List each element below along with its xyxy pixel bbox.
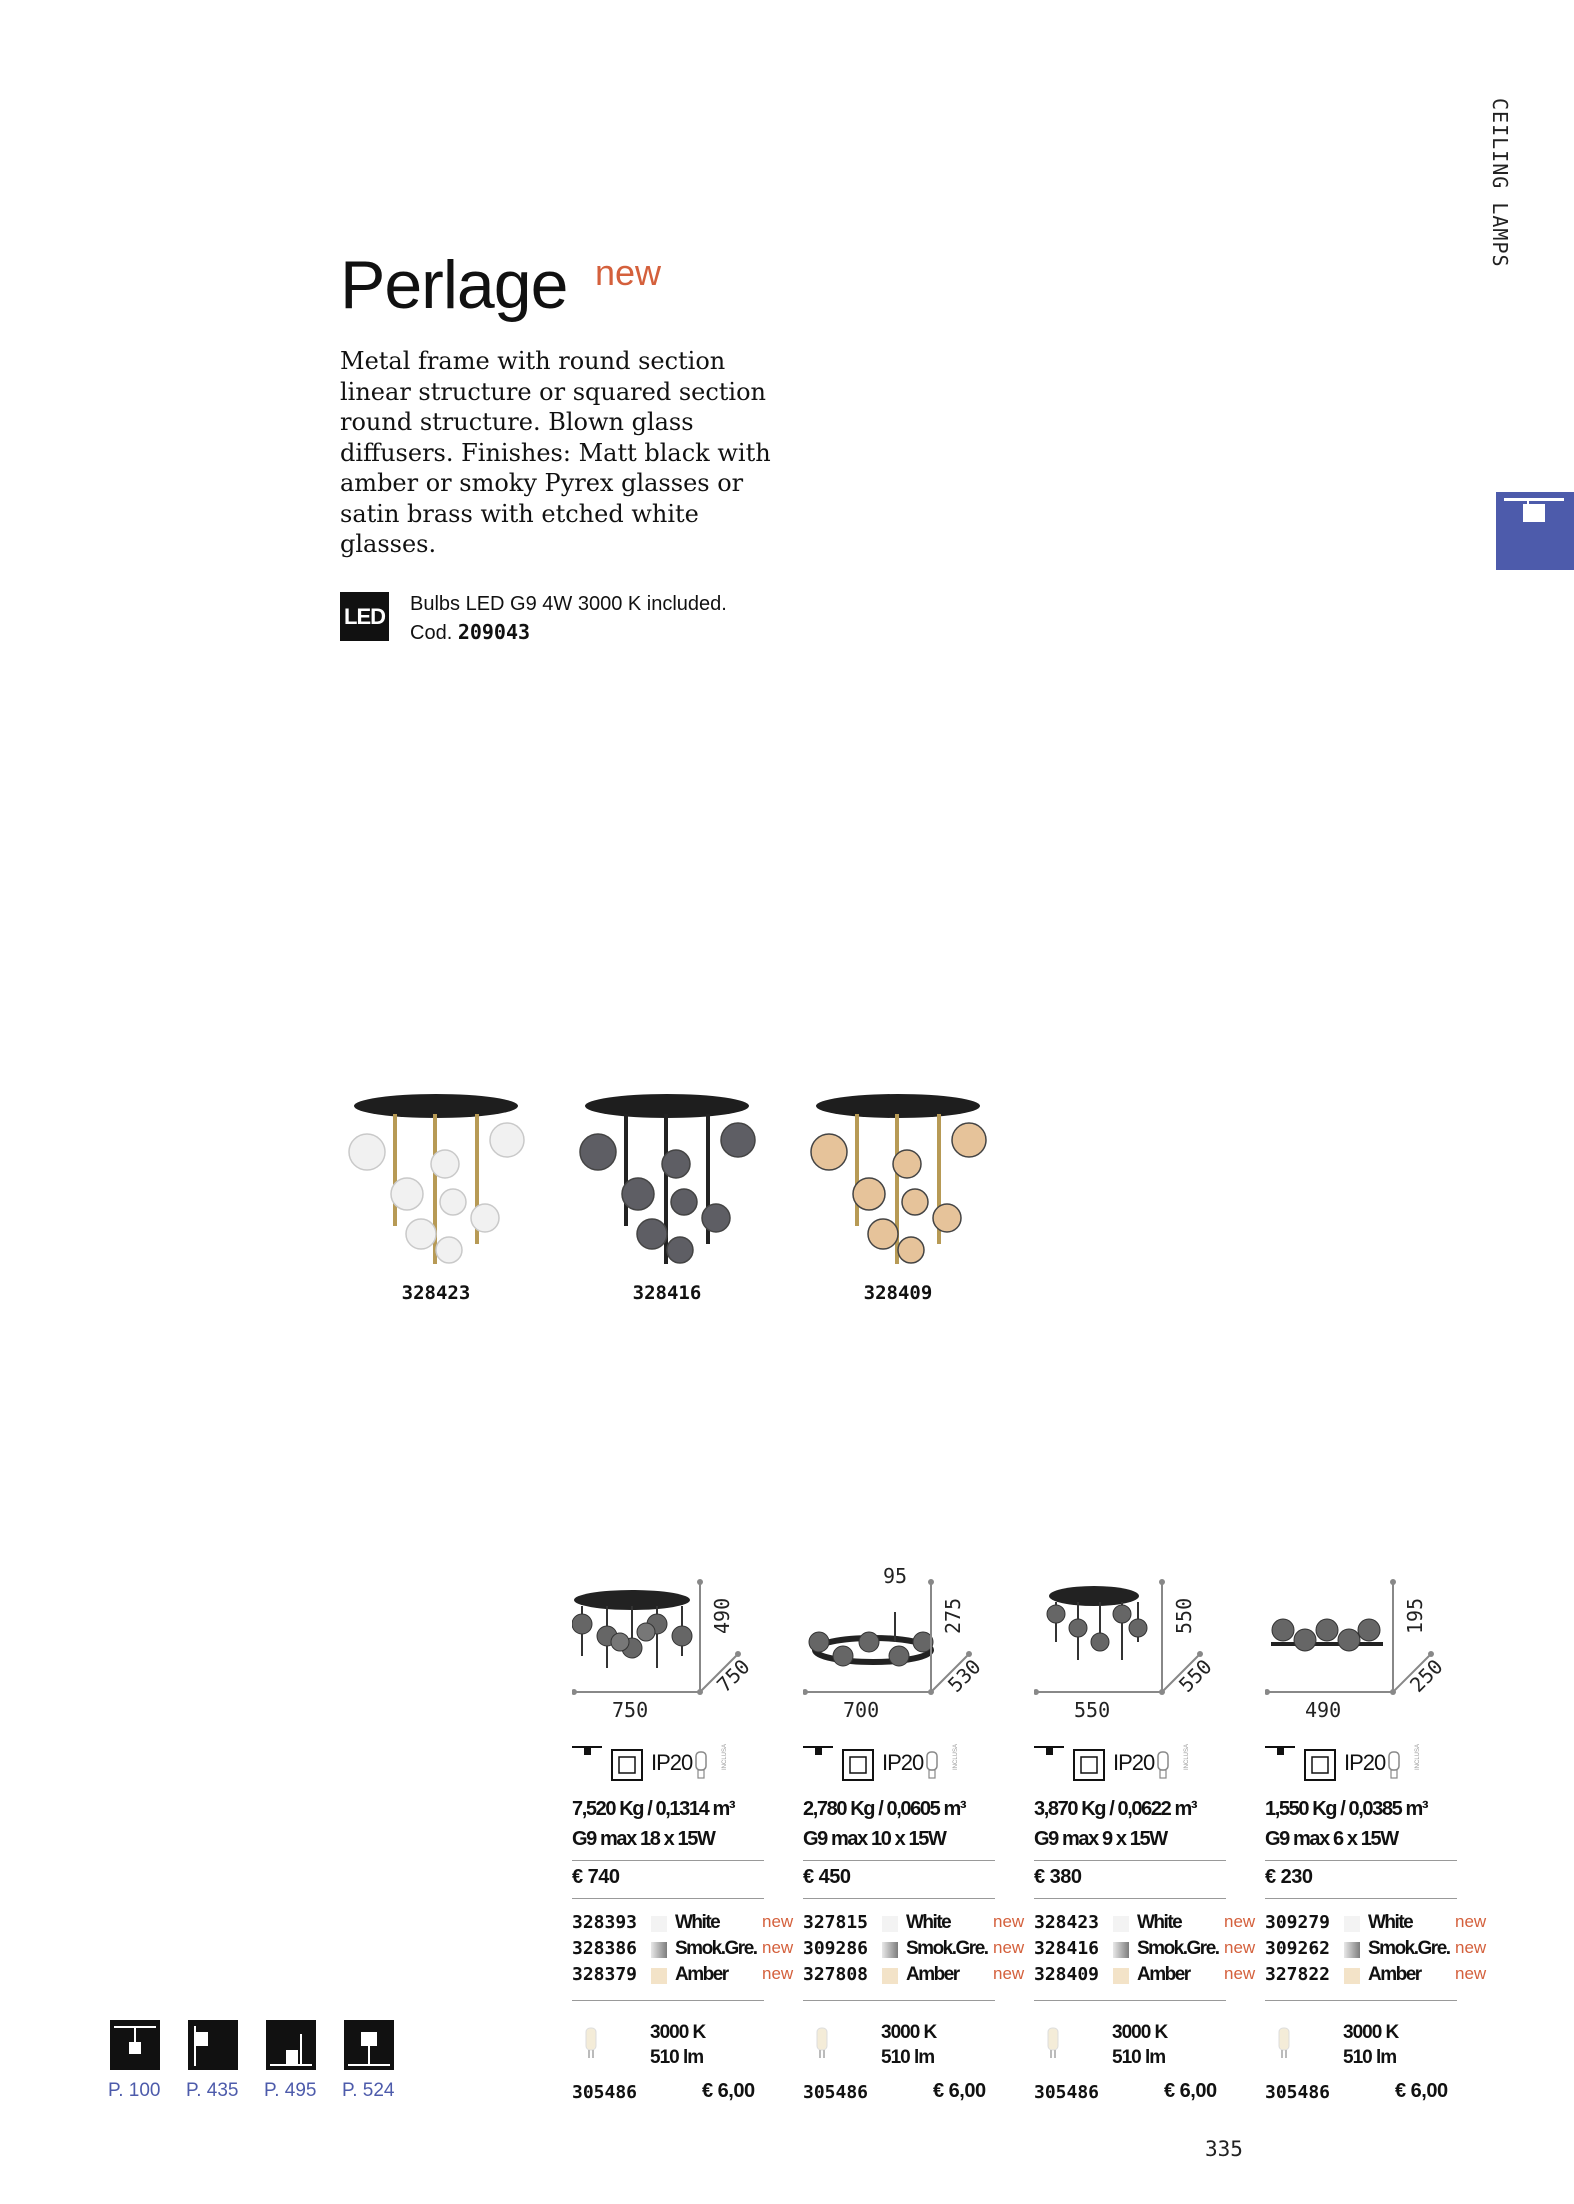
dim-extra: 95: [883, 1564, 908, 1588]
bulb-price: € 6,00: [1164, 2080, 1217, 2102]
variant-row[interactable]: [803, 1938, 1035, 1962]
variant-finish: Amber: [906, 1964, 959, 1985]
variant-code: 327815: [803, 1912, 869, 1933]
variant-row[interactable]: [572, 1912, 804, 1936]
nav-icon-1[interactable]: [188, 2020, 238, 2075]
dim-height: 490: [710, 1597, 734, 1634]
bulb-lumen: 510 lm: [650, 2047, 704, 2068]
bulb-temperature: 3000 K: [881, 2022, 937, 2043]
product-price: € 450: [803, 1866, 851, 1888]
bulb-temperature: 3000 K: [650, 2022, 706, 2043]
new-badge: new: [595, 252, 662, 293]
nav-icon-0[interactable]: [110, 2020, 160, 2075]
bulb-price: € 6,00: [933, 2080, 986, 2102]
dim-depth: 750: [712, 1654, 755, 1697]
variant-row[interactable]: [1034, 1912, 1266, 1936]
variant-new-badge: new: [1455, 1938, 1487, 1957]
dim-width: 750: [612, 1698, 649, 1722]
bulb-temperature: 3000 K: [1112, 2022, 1168, 2043]
variant-new-badge: new: [993, 1938, 1025, 1957]
variant-code: 327808: [803, 1964, 869, 1985]
bulb-included-label: INCLUSA: [722, 1743, 728, 1770]
perlage-lamp-icon: [572, 1092, 762, 1272]
bulb-price: € 6,00: [1395, 2080, 1448, 2102]
bulb-details: [881, 2020, 936, 2070]
dim-width: 700: [843, 1698, 880, 1722]
variant-row[interactable]: [1034, 1964, 1266, 1988]
finish-swatch-icon: [1344, 1916, 1360, 1932]
bulb-note-text: Bulbs LED G9 4W 3000 K included.: [410, 593, 727, 615]
finish-swatch-icon: [1113, 1916, 1129, 1932]
variant-code: 328409: [1034, 1964, 1100, 1985]
variant-finish: Smok.Gre.: [906, 1938, 988, 1959]
bulb-temperature: 3000 K: [1343, 2022, 1399, 2043]
variant-new-badge: new: [1455, 1964, 1487, 1983]
wall-lamp-icon: [188, 2020, 238, 2070]
variant-finish: White: [1368, 1912, 1413, 1933]
variant-new-badge: new: [993, 1964, 1025, 1983]
divider: [1034, 1898, 1226, 1899]
variant-code: 327822: [1265, 1964, 1331, 1985]
g9-bulb-icon: [1275, 2026, 1295, 2060]
section-label-text: CEILING LAMPS: [1488, 98, 1512, 268]
product-price: € 230: [1265, 1866, 1313, 1888]
bulb-lumen: 510 lm: [1343, 2047, 1397, 2068]
variant-new-badge: new: [762, 1964, 794, 1983]
divider: [572, 1898, 764, 1899]
finish-swatch-icon: [882, 1942, 898, 1958]
g9-bulb-icon: [813, 2026, 833, 2060]
product-photo[interactable]: [572, 1092, 762, 1272]
perlage-lamp-icon: [803, 1092, 993, 1272]
g9-bulb-icon: [1044, 2026, 1064, 2060]
bulb-spec: G9 max 6 x 15W: [1265, 1828, 1398, 1850]
dim-width: 490: [1305, 1698, 1342, 1722]
dim-height: 275: [941, 1597, 965, 1634]
g9-bulb-icon: [582, 2026, 602, 2060]
finish-swatch-icon: [882, 1968, 898, 1984]
bulb-code: 305486: [572, 2082, 638, 2103]
bulb-included-label: INCLUSA: [953, 1743, 959, 1770]
variant-new-badge: new: [993, 1912, 1025, 1931]
variant-code: 328379: [572, 1964, 638, 1985]
variant-finish: White: [1137, 1912, 1182, 1933]
ceiling-lamp-icon: [1496, 492, 1574, 570]
variant-finish: White: [906, 1912, 951, 1933]
ip-rating: IP20: [882, 1750, 924, 1775]
dim-depth: 250: [1405, 1654, 1448, 1697]
variant-code: 328423: [1034, 1912, 1100, 1933]
photo-code: 328423: [401, 1282, 471, 1304]
variant-new-badge: new: [762, 1912, 794, 1931]
finish-swatch-icon: [882, 1916, 898, 1932]
dimension-drawing: [1265, 1570, 1465, 1710]
lamp-drawing: [572, 1590, 692, 1668]
divider: [1265, 2000, 1457, 2001]
finish-swatch-icon: [1344, 1968, 1360, 1984]
dim-width: 550: [1074, 1698, 1111, 1722]
weight-volume: 2,780 Kg / 0,0605 m³: [803, 1798, 966, 1820]
finish-swatch-icon: [1113, 1968, 1129, 1984]
variant-finish: White: [675, 1912, 720, 1933]
dim-depth: 550: [1174, 1654, 1217, 1697]
variant-new-badge: new: [1455, 1912, 1487, 1931]
bulb-spec: G9 max 18 x 15W: [572, 1828, 715, 1850]
variant-new-badge: new: [1224, 1964, 1256, 1983]
dim-height: 195: [1403, 1597, 1427, 1634]
bulb-details: [1112, 2020, 1167, 2070]
lamp-drawing: [1271, 1619, 1383, 1651]
bulb-note: [410, 590, 727, 647]
finish-swatch-icon: [651, 1916, 667, 1932]
section-tab[interactable]: [1496, 492, 1574, 570]
divider: [1034, 2000, 1226, 2001]
floor-lamp-icon: [266, 2020, 316, 2070]
ip-rating: IP20: [1113, 1750, 1155, 1775]
weight-volume: 7,520 Kg / 0,1314 m³: [572, 1798, 735, 1820]
bulb-included-label: INCLUSA: [1415, 1743, 1421, 1770]
section-side-label: [1490, 98, 1530, 398]
variant-finish: Smok.Gre.: [1137, 1938, 1219, 1959]
ip-rating: IP20: [651, 1750, 693, 1775]
product-photo[interactable]: [341, 1092, 531, 1272]
variant-code: 328393: [572, 1912, 638, 1933]
finish-swatch-icon: [1344, 1942, 1360, 1958]
perlage-lamp-icon: [341, 1092, 531, 1272]
bulb-cod: [410, 618, 727, 647]
variant-code: 309279: [1265, 1912, 1331, 1933]
bulb-spec: G9 max 10 x 15W: [803, 1828, 946, 1850]
divider: [572, 2000, 764, 2001]
variant-code: 309262: [1265, 1938, 1331, 1959]
bulb-code: 305486: [1265, 2082, 1331, 2103]
bulb-included-label: INCLUSA: [1184, 1743, 1190, 1770]
divider: [803, 1898, 995, 1899]
lamp-drawing: [1047, 1586, 1147, 1660]
variant-row[interactable]: [572, 1938, 804, 1962]
table-lamp-icon: [344, 2020, 394, 2070]
product-description: Metal frame with round section linear structure or squared section round structure. Blown glass diffusers. Finishes: Matt black with amber or smoky Pyrex glasses or satin brass with etched white glasses.: [340, 347, 771, 558]
variant-new-badge: new: [762, 1938, 794, 1957]
variant-row[interactable]: [803, 1964, 1035, 1988]
variant-finish: Amber: [1137, 1964, 1190, 1985]
product-price: € 380: [1034, 1866, 1082, 1888]
nav-ref-1[interactable]: P. 435: [186, 2080, 239, 2101]
bulb-code: 305486: [803, 2082, 869, 2103]
variant-finish: Amber: [675, 1964, 728, 1985]
lamp-drawing: [809, 1612, 933, 1666]
variant-row[interactable]: [1265, 1938, 1497, 1962]
product-photo[interactable]: [803, 1092, 993, 1272]
bulb-price: € 6,00: [702, 2080, 755, 2102]
ip-rating: IP20: [1344, 1750, 1386, 1775]
nav-ref-0[interactable]: P. 100: [108, 2080, 161, 2101]
finish-swatch-icon: [1113, 1942, 1129, 1958]
pendant-icon: [110, 2020, 160, 2070]
finish-swatch-icon: [651, 1942, 667, 1958]
variant-new-badge: new: [1224, 1938, 1256, 1957]
variant-new-badge: new: [1224, 1912, 1256, 1931]
divider: [1034, 1860, 1226, 1861]
divider: [572, 1860, 764, 1861]
bulb-lumen: 510 lm: [881, 2047, 935, 2068]
product-price: € 740: [572, 1866, 620, 1888]
dim-height: 550: [1172, 1597, 1196, 1634]
variant-code: 328386: [572, 1938, 638, 1959]
weight-volume: 3,870 Kg / 0,0622 m³: [1034, 1798, 1197, 1820]
divider: [803, 2000, 995, 2001]
product-title: Perlage: [340, 247, 568, 323]
divider: [803, 1860, 995, 1861]
divider: [1265, 1860, 1457, 1861]
bulb-details: [1343, 2020, 1398, 2070]
variant-row[interactable]: [572, 1964, 804, 1988]
nav-ref-2[interactable]: P. 495: [264, 2080, 317, 2101]
dimension-drawing: [1034, 1570, 1234, 1710]
variant-row[interactable]: [1265, 1964, 1497, 1988]
divider: [1265, 1898, 1457, 1899]
variant-code: 309286: [803, 1938, 869, 1959]
led-badge: LED: [340, 592, 389, 641]
bulb-details: [650, 2020, 705, 2070]
dimension-drawing: [803, 1570, 1003, 1710]
variant-code: 328416: [1034, 1938, 1100, 1959]
bulb-lumen: 510 lm: [1112, 2047, 1166, 2068]
product-spec-column: [1265, 1570, 1497, 2110]
photo-code: 328416: [632, 1282, 702, 1304]
variant-finish: Smok.Gre.: [1368, 1938, 1450, 1959]
product-spec-column: [803, 1564, 1035, 2110]
finish-swatch-icon: [651, 1968, 667, 1984]
page-number: 335: [1205, 2137, 1243, 2161]
variant-finish: Smok.Gre.: [675, 1938, 757, 1959]
weight-volume: 1,550 Kg / 0,0385 m³: [1265, 1798, 1428, 1820]
variant-row[interactable]: [1034, 1938, 1266, 1962]
bulb-code: 305486: [1034, 2082, 1100, 2103]
nav-ref-3[interactable]: P. 524: [342, 2080, 395, 2101]
variant-row[interactable]: [1265, 1912, 1497, 1936]
cod-label: Cod.: [410, 622, 453, 644]
cod-value: 209043: [457, 620, 531, 644]
photo-code: 328409: [863, 1282, 933, 1304]
nav-icon-3[interactable]: [344, 2020, 394, 2075]
variant-row[interactable]: [803, 1912, 1035, 1936]
variant-finish: Amber: [1368, 1964, 1421, 1985]
bulb-spec: G9 max 9 x 15W: [1034, 1828, 1167, 1850]
dim-depth: 530: [943, 1654, 986, 1697]
product-spec-column: [1034, 1570, 1266, 2110]
nav-icon-2[interactable]: [266, 2020, 316, 2075]
dimension-drawing: [572, 1570, 772, 1710]
product-spec-column: [572, 1570, 804, 2110]
